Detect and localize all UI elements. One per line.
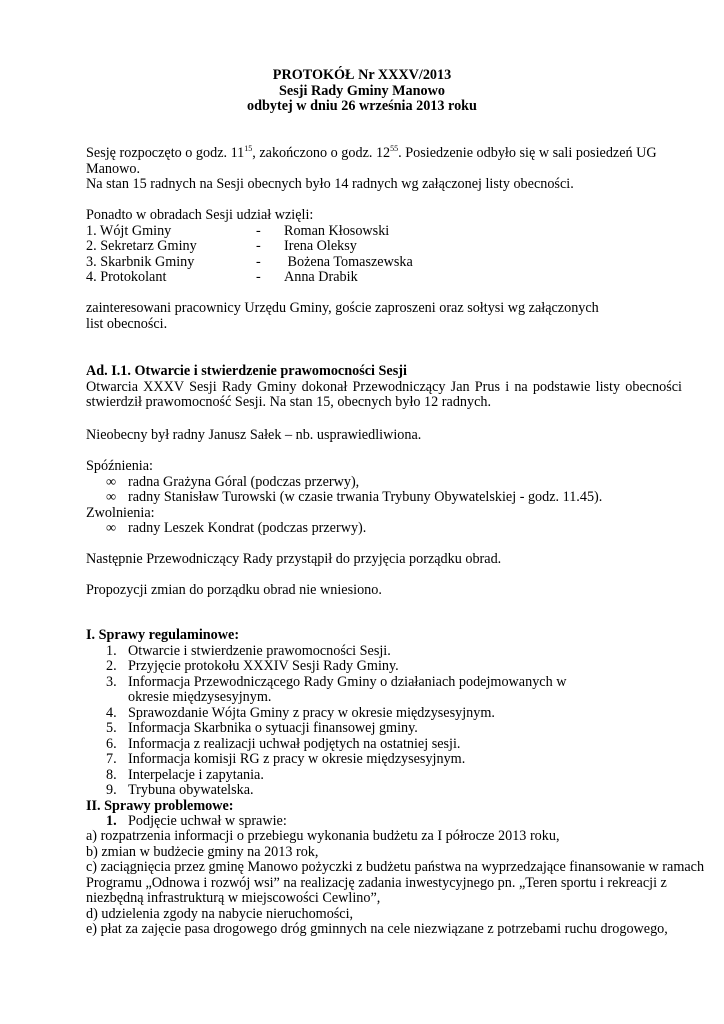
resolution-item-continued: niezbędną infrastrukturą w miejscowości Cewlino”,	[86, 890, 381, 906]
list-item	[86, 475, 682, 491]
agenda-item-text: Informacja Skarbnika o sytuacji finansowej gminy.	[128, 720, 418, 736]
agenda-item-number: 3.	[106, 673, 117, 690]
session-times	[86, 146, 682, 177]
bullet-icon: ∞	[106, 489, 117, 505]
session-start-text: Sesję rozpoczęto o godz. 11	[86, 145, 245, 161]
opening-paragraph: Otwarcia XXXV Sesji Rady Gminy dokonał Przewodniczący Jan Prus i na podstawie listy obecności stwierdził prawomocność Sesji. Na stan 15, obecnych było 12 radnych.	[86, 378, 682, 410]
agenda-item-number: 7.	[106, 751, 117, 767]
start-minutes: 15	[244, 144, 253, 153]
no-changes-note: Propozycji zmian do porządku obrad nie wniesiono.	[86, 582, 382, 598]
list-item-text: radny Stanisław Turowski (w czasie trwania Trybuny Obywatelskiej - godz. 11.45).	[128, 489, 603, 505]
resolution-item: e) płat za zajęcie pasa drogowego dróg gminnych na cele niezwiązane z potrzebami ruchu drogowego,	[86, 921, 668, 937]
late-label: Spóźnienia:	[86, 458, 153, 474]
resolution-item: b) zmian w budżecie gminy na 2013 rok,	[86, 843, 319, 860]
participant-name: Anna Drabik	[284, 269, 358, 285]
resolution-item: c) zaciągnięcia przez gminę Manowo pożyczki z budżetu państwa na wyprzedzające finansowanie w ramach	[86, 859, 705, 875]
participant-role: 2. Sekretarz Gminy	[86, 238, 197, 254]
participant-dash: -	[256, 238, 261, 254]
agenda	[86, 628, 682, 830]
council-name: Sesji Rady Gminy Manowo	[279, 82, 445, 99]
bullet-icon: ∞	[106, 520, 117, 536]
bullet-icon: ∞	[106, 473, 117, 490]
agenda-transition: Następnie Przewodniczący Rady przystąpił do przyjęcia porządku obrad.	[86, 551, 502, 567]
agenda-item-number: 5.	[106, 720, 117, 736]
agenda-item-number: 2.	[106, 658, 117, 674]
agenda-item	[86, 737, 682, 753]
participant-dash: -	[256, 253, 261, 270]
agenda-item	[86, 721, 682, 737]
agenda-list	[86, 644, 682, 799]
end-minutes: 55	[390, 144, 399, 153]
agenda-item-text: Informacja Przewodniczącego Rady Gminy o działaniach podejmowanych w okresie międzysesyjnym.	[128, 673, 567, 705]
participant-dash: -	[256, 269, 261, 285]
document-header	[0, 68, 724, 115]
late-and-leave-list	[86, 459, 682, 537]
agenda-item-text: Informacja z realizacji uchwał podjętych na ostatniej sesji.	[128, 735, 461, 752]
agenda-item	[86, 706, 682, 722]
resolution-item: a) rozpatrzenia informacji o przebiegu wykonania budżetu za I półrocze 2013 roku,	[86, 828, 560, 844]
participant-row	[86, 270, 682, 286]
agenda-item	[86, 675, 682, 706]
agenda-item-text: Interpelacje i zapytania.	[128, 766, 264, 783]
section-body	[86, 380, 682, 411]
agenda-item	[86, 768, 682, 784]
agenda-item	[86, 752, 682, 768]
attendance-summary: Na stan 15 radnych na Sesji obecnych było 14 radnych wg załączonej listy obecności.	[86, 176, 574, 192]
agenda-item-text: Przyjęcie protokołu XXXIV Sesji Rady Gminy.	[128, 658, 399, 674]
session-date: odbytej w dniu 26 września 2013 roku	[247, 98, 477, 114]
agenda-item-text: Sprawozdanie Wójta Gminy z pracy w okresie międzysesyjnym.	[128, 704, 495, 721]
resolution-item: d) udzielenia zgody na nabycie nieruchomości,	[86, 905, 354, 922]
participant-role: 4. Protokolant	[86, 269, 167, 285]
participants-intro: Ponadto w obradach Sesji udział wzięli:	[86, 207, 314, 223]
participants-block	[86, 208, 682, 286]
agenda-item-text: Informacja komisji RG z pracy w okresie międzysesyjnym.	[128, 751, 466, 767]
participant-name: Bożena Tomaszewska	[284, 253, 413, 270]
participant-role: 1. Wójt Gminy	[86, 222, 172, 239]
agenda-item-number: 4.	[106, 704, 117, 721]
agenda-item	[86, 659, 682, 675]
protocol-title: PROTOKÓŁ Nr XXXV/2013	[272, 67, 452, 83]
absence-note: Nieobecny był radny Janusz Sałek – nb. usprawiedliwiona.	[86, 427, 422, 443]
agenda-item-number: 1.	[106, 642, 117, 659]
other-attendees-line: list obecności.	[86, 315, 168, 332]
session-end-text: , zakończono o godz. 12	[252, 145, 391, 161]
agenda-item-text: Otwarcie i stwierdzenie prawomocności Sesji.	[128, 642, 391, 659]
section-opening	[86, 364, 682, 411]
agenda-heading-regulatory: I. Sprawy regulaminowe:	[86, 627, 240, 643]
other-attendees	[86, 301, 682, 332]
other-attendees-line: zainteresowani pracownicy Urzędu Gminy, goście zaproszeni oraz sołtysi wg załączonych	[86, 300, 599, 316]
agenda-item	[86, 783, 682, 799]
list-item-text: radny Leszek Kondrat (podczas przerwy).	[128, 520, 367, 536]
participant-name: Roman Kłosowski	[284, 222, 390, 239]
participant-dash: -	[256, 222, 261, 239]
agenda-item-number: 8.	[106, 766, 117, 783]
section-heading: Ad. I.1. Otwarcie i stwierdzenie prawomocności Sesji	[86, 363, 407, 379]
participant-role: 3. Skarbnik Gminy	[86, 253, 195, 270]
list-item-text: radna Grażyna Góral (podczas przerwy),	[128, 473, 360, 490]
agenda-heading-problem: II. Sprawy problemowe:	[86, 797, 234, 814]
session-location-text: . Posiedzenie odbyło się w sali posiedzeń UG Manowo.	[86, 145, 657, 177]
agenda-item-text: Podjęcie uchwał w sprawie:	[128, 813, 287, 829]
resolutions-list	[86, 829, 706, 938]
participant-row	[86, 239, 682, 255]
list-item	[86, 490, 682, 506]
agenda-item-number: 9.	[106, 782, 117, 798]
participant-name: Irena Oleksy	[284, 238, 357, 254]
agenda-item-text: Trybuna obywatelska.	[128, 782, 254, 798]
leave-label: Zwolnienia:	[86, 504, 155, 521]
participant-row	[86, 224, 682, 240]
agenda-item	[86, 644, 682, 660]
agenda-item-number: 1.	[106, 813, 117, 829]
list-item	[86, 521, 682, 537]
participant-row	[86, 255, 682, 271]
resolution-item-continued: Programu „Odnowa i rozwój wsi” na realizację zadania inwestycyjnego pn. „Teren sportu i rekreacji z	[86, 874, 667, 891]
agenda-item-number: 6.	[106, 735, 117, 752]
